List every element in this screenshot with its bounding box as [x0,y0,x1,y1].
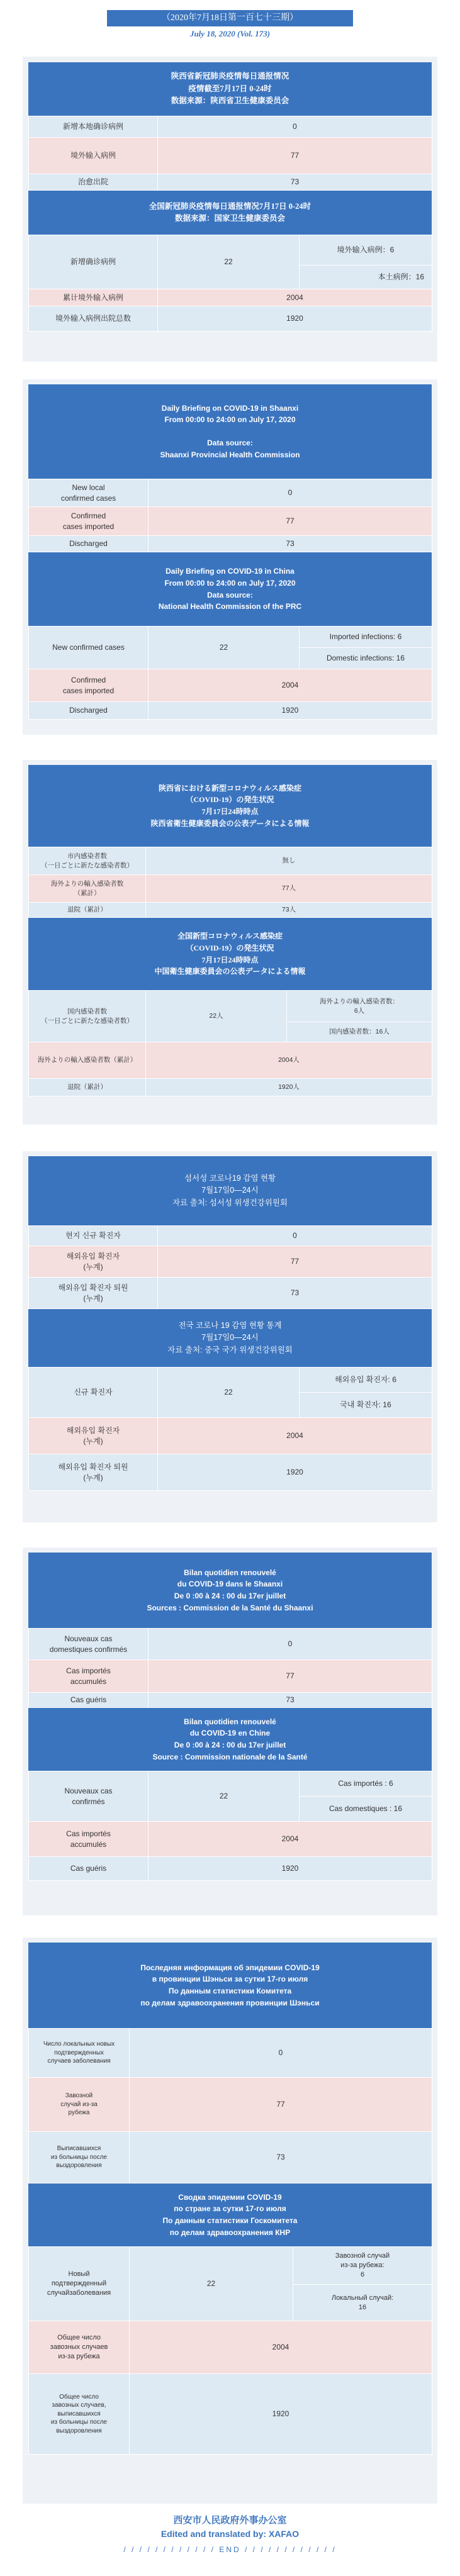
ko-provincial-title: 섬서성 코로나19 감염 현황 7월17일0—24시 자료 출처: 섬서성 위생건강위원회 [28,1156,432,1225]
table-row [29,1246,432,1278]
row-value: 73 [149,536,432,552]
row-value: 77 [149,507,432,536]
new-cases-label: Новый подтвержденный случайзаболевания [29,2247,130,2321]
table-row [29,627,432,648]
row-label: 해외유입 확진자 (누계) [29,1246,158,1278]
imported-cases: 境外输入病例：6 [300,235,432,265]
new-cases-label: New confirmed cases [29,627,149,669]
row-value: 0 [149,479,432,507]
new-cases-label: Nouveaux cas confirmés [29,1771,149,1822]
fr-provincial-table [28,1628,432,1708]
table-row [29,903,432,918]
row-value: 73 [149,1693,432,1708]
section-ko [28,1156,432,1491]
row-label: 해외유입 확진자 (누계) [29,1418,158,1454]
table-row [29,1278,432,1309]
row-label: 累计境外输入病例 [29,289,158,306]
row-value: 77人 [146,875,432,903]
ko-provincial-table [28,1225,432,1309]
row-label: 현지 신규 확진자 [29,1226,158,1246]
table-row [29,2321,432,2374]
new-cases-value: 22 [158,235,300,289]
new-cases-value: 22 [158,1368,300,1418]
table-row [29,1042,432,1079]
section-ja [28,765,432,1096]
ru-national-title: Сводка эпидемии COVID-19 по стране за сутки 17-го июля По данным статистики Госкомитета по делам здравоохранения КНР [28,2183,432,2246]
table-row [29,2374,432,2455]
table-row [29,536,432,552]
row-value: 73 [130,2132,432,2183]
row-label: Число локальных новых подтвержденных случаев заболевания [29,2029,130,2078]
zh-national-table [28,235,432,332]
imported-cases: 해외유입 확진자: 6 [300,1368,432,1393]
table-row [29,1822,432,1857]
table-row [29,289,432,306]
section-en [28,384,432,720]
table-row [29,306,432,332]
local-cases: 国内感染者数：16人 [287,1022,432,1042]
row-value: 無し [146,847,432,875]
row-value: 77 [158,138,432,174]
table-row [29,1454,432,1491]
imported-cases: Cas importés : 6 [300,1771,432,1797]
row-label: Общее число завозных случаев, выписавшихся из больницы после выздоровления [29,2374,130,2455]
zh-national-title: 全国新冠肺炎疫情每日通报情况7月17日 0-24时 数据来源：国家卫生健康委员会 [28,191,432,235]
row-value: 1920人 [146,1079,432,1096]
section-ru [28,1943,432,2455]
row-value: 77 [158,1246,432,1278]
row-label: Confirmed cases imported [29,507,149,536]
table-row [29,2078,432,2132]
table-row [29,1368,432,1393]
new-cases-value: 22 [149,627,300,669]
issue-date-english: July 18, 2020 (Vol. 173) [189,29,271,38]
ko-national-table [28,1367,432,1491]
row-label: 退院（累計） [29,1079,146,1096]
fr-provincial-title: Bilan quotidien renouvelé du COVID-19 dans le Shaanxi De 0 :00 à 24 : 00 du 17er juillet Sources : Commission de la Santé du Shaanxi [28,1553,432,1628]
row-label: 해외유입 확진자 퇴원 (누계) [29,1454,158,1491]
new-cases-label: 国内感染者数 （一日ごとに新たな感染者数） [29,991,146,1042]
footer-credit: Edited and translated by: XAFAO [160,2529,300,2539]
local-cases: 국내 확진자: 16 [300,1393,432,1418]
row-value: 73 [158,1278,432,1309]
row-value: 2004 [130,2321,432,2374]
row-label: Confirmed cases imported [29,669,149,702]
row-label: 退院（累計） [29,903,146,918]
row-value: 0 [158,1226,432,1246]
row-label: Cas importés accumulés [29,1822,149,1857]
row-value: 1920 [158,1454,432,1491]
table-row [29,669,432,702]
table-row [29,507,432,536]
table-row [29,2247,432,2285]
row-label: New local confirmed cases [29,479,149,507]
ja-provincial-title: 陕西省における新型コロナウィルス感染症 （COVID-19）の発生状況 7月17日24時時点 陕西省衛生健康委員会の公表データによる情報 [28,765,432,847]
table-row [29,875,432,903]
row-label: Выписавшихся из больницы после выздоровления [29,2132,130,2183]
row-value: 73 [158,174,432,191]
table-row [29,1771,432,1797]
row-label: Cas importés accumulés [29,1660,149,1693]
table-row [29,235,432,265]
en-provincial-table [28,479,432,552]
table-row [29,138,432,174]
row-label: 海外よりの輸入感染者数 （累計） [29,875,146,903]
new-cases-value: 22 [130,2247,293,2321]
local-cases: Cas domestiques : 16 [300,1797,432,1822]
table-row [29,1660,432,1693]
imported-cases: Imported infections: 6 [300,627,432,648]
table-row [29,479,432,507]
row-label: Cas guéris [29,1857,149,1881]
row-label: 新增本地确诊病例 [29,116,158,138]
row-label: 治愈出院 [29,174,158,191]
row-label: 市内感染者数 （一日ごとに新たな感染者数） [29,847,146,875]
imported-cases: 海外よりの輸入感染者数： 6人 [287,991,432,1022]
table-row [29,847,432,875]
row-value: 1920 [158,306,432,332]
row-value: 2004 [149,669,432,702]
row-label: 해외유입 확진자 퇴원 (누계) [29,1278,158,1309]
ja-national-title: 全国新型コロナウィルス感染症 （COVID-19）の発生状況 7月17日24時時点 中国衛生健康委員会の公表データによる情報 [28,918,432,990]
row-value: 2004 [149,1822,432,1857]
local-cases: 本土病例：16 [300,265,432,289]
new-cases-label: 신규 확진자 [29,1368,158,1418]
new-cases-value: 22人 [146,991,287,1042]
row-value: 1920 [130,2374,432,2455]
zh-provincial-table [28,116,432,191]
row-label: Discharged [29,536,149,552]
row-value: 0 [149,1629,432,1660]
new-cases-label: 新增确诊病例 [29,235,158,289]
table-row [29,1857,432,1881]
table-row [29,1226,432,1246]
row-label: Общее число завозных случаев из-за рубежа [29,2321,130,2374]
fr-national-table [28,1771,432,1881]
row-value: 77 [149,1660,432,1693]
section-zh [28,62,432,332]
row-value: 0 [158,116,432,138]
footer-end-divider: / / / / / / / / / / / / END / / / / / / / / / / / / [123,2545,337,2554]
ja-national-table [28,990,432,1096]
fr-national-title: Bilan quotidien renouvelé du COVID-19 en Chine De 0 :00 à 24 : 00 du 17er juillet Source : Commission nationale de la Santé [28,1708,432,1771]
row-value: 1920 [149,1857,432,1881]
local-cases: Локальный случай: 16 [293,2285,432,2321]
table-row [29,1629,432,1660]
new-cases-value: 22 [149,1771,300,1822]
row-value: 2004人 [146,1042,432,1079]
row-label: Discharged [29,702,149,720]
local-cases: Domestic infections: 16 [300,648,432,669]
en-national-title: Daily Briefing on COVID-19 in China From 00:00 to 24:00 on July 17, 2020 Data source: National Health Commission of the PRC [28,552,432,626]
table-row [29,1418,432,1454]
row-value: 77 [130,2078,432,2132]
ru-national-table [28,2246,432,2455]
zh-provincial-title: 陕西省新冠肺炎疫情每日通报情况 疫情截至7月17日 0-24时 数据来源：陕西省卫生健康委员会 [28,62,432,116]
row-label: Nouveaux cas domestiques confirmés [29,1629,149,1660]
imported-cases: Завозной случай из-за рубежа: 6 [293,2247,432,2285]
row-value: 73人 [146,903,432,918]
row-label: 境外输入病例 [29,138,158,174]
row-value: 2004 [158,289,432,306]
section-fr [28,1553,432,1881]
table-row [29,991,432,1022]
issue-date-badge: （2020年7月18日第一百七十三期） [107,10,353,26]
row-label: 海外よりの輸入感染者数（累計） [29,1042,146,1079]
ko-national-title: 전국 코로나 19 감염 현황 통계 7월17일0—24시 자료 출처: 중국 국가 위생건강위원회 [28,1309,432,1367]
row-value: 2004 [158,1418,432,1454]
table-row [29,1693,432,1708]
en-national-table [28,626,432,720]
en-provincial-title: Daily Briefing on COVID-19 in Shaanxi From 00:00 to 24:00 on July 17, 2020 Data source: Shaanxi Provincial Health Commission [28,384,432,479]
table-row [29,174,432,191]
row-value: 1920 [149,702,432,720]
row-label: 境外输入病例出院总数 [29,306,158,332]
ja-provincial-table [28,847,432,918]
table-row [29,702,432,720]
row-value: 0 [130,2029,432,2078]
row-label: Cas guéris [29,1693,149,1708]
table-row [29,2029,432,2078]
table-row [29,116,432,138]
footer-organization: 西安市人民政府外事办公室 [173,2516,287,2526]
row-label: Завозной случай из-за рубежа [29,2078,130,2132]
ru-provincial-table [28,2028,432,2183]
ru-provincial-title: Последняя информация об эпидемии COVID-19 в провинции Шэньси за сутки 17-го июля По данным статистики Комитета по делам здравоохранения провинции Шэньси [28,1943,432,2028]
table-row [29,2132,432,2183]
table-row [29,1079,432,1096]
